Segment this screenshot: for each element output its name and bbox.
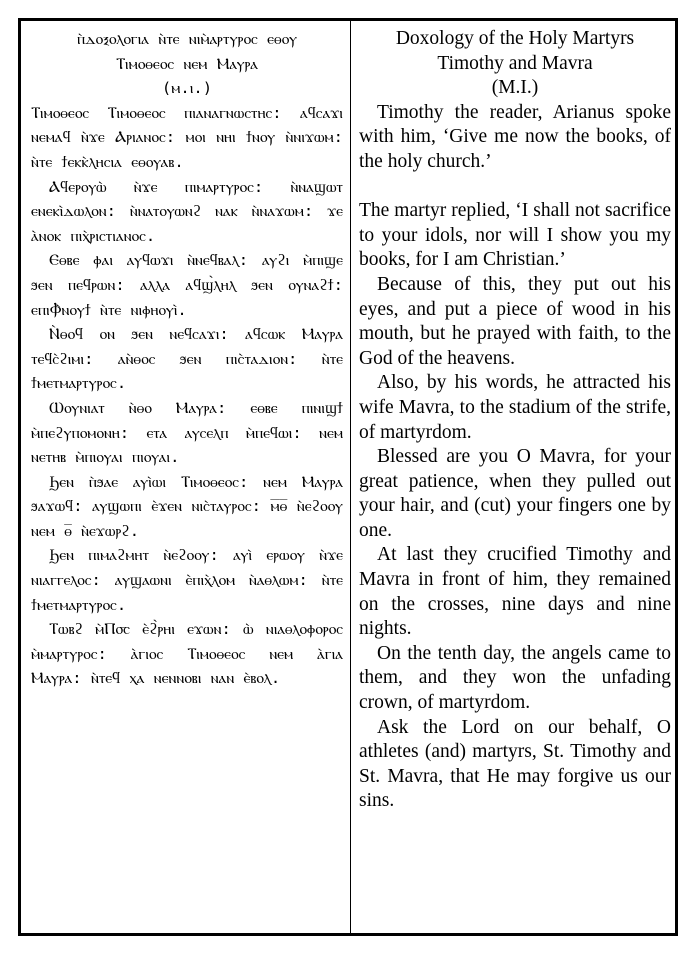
coptic-verse-line: Ϧⲉⲛ ⲡ̀ϧⲁⲉ ⲁⲩⲓ̀ⲱⲓ Ⲧⲓⲙⲟⲑⲉⲟⲥ: — [49, 472, 249, 491]
english-stanza: Timothy the reader, Arianus spoke with him, ‘Give me now the books, of the holy church.’ — [359, 101, 671, 172]
coptic-stanza — [31, 617, 343, 691]
coptic-verse-line: Ⲧⲱⲃϩ ⲙ̀Ⲡ⳪ ⲉ̀ϩ̀ⲣⲏⲓ ⲉϫⲱⲛ: — [49, 620, 231, 639]
coptic-verse-line: ⲉⲧⲁ ⲁⲩⲥⲉⲗⲡ ⲙ̀ⲡⲉϥⲱⲓ: — [146, 423, 302, 442]
coptic-verse-line: ⲛ̀ⲧⲉ ϯⲙⲉⲧⲙⲁⲣⲧⲩⲣⲟⲥ. — [31, 349, 343, 393]
coptic-verse-line: Ⲁϥⲉⲣⲟⲩⲱ̀ ⲛ̀ϫⲉ ⲡⲓⲙⲁⲣⲧⲩⲣⲟⲥ: — [49, 177, 264, 196]
coptic-verse-line: ⲉⲑⲃⲉ ⲡⲓⲛⲓϣϯ ⲙ̀ⲡⲉϩⲩⲡⲟⲙⲟⲛⲏ: — [31, 398, 343, 442]
coptic-verse-line: ⲛ̀ⲧⲉ ϯⲉⲕⲕ̀ⲗⲏⲥⲓⲁ ⲉⲑⲟⲩⲁⲃ. — [31, 152, 184, 171]
coptic-verse-line: Ⲉⲑⲃⲉ ⲫⲁⲓ ⲁⲩϥⲱϫⲓ ⲛ̀ⲛⲉϥⲃⲁⲗ: — [49, 251, 249, 270]
english-title-line: Timothy and Mavra — [437, 52, 593, 74]
english-column — [359, 27, 671, 814]
english-stanza: Also, by his words, he attracted his wife Mavra, to the stadium of the strife, of martyrdom. — [359, 372, 671, 443]
coptic-verse-line: Ⲛ̀ⲑⲟϥ ⲟⲛ ϧⲉⲛ ⲛⲉϥⲥⲁϫⲓ: — [49, 325, 229, 344]
coptic-verse-line: ⲛ̀ⲛⲁϣⲱⲧ ⲉⲛⲉⲕⲓ̀ⲇⲱⲗⲟⲛ: — [31, 177, 343, 221]
coptic-stanza — [31, 470, 343, 544]
column-divider — [350, 21, 351, 933]
english-stanza: Because of this, they put out his eyes, and put a piece of wood in his mouth, but he prayed with faith, to the God of the heavens. — [359, 273, 671, 369]
coptic-verse-line: ⲛ̀ⲧⲉ ϯⲙⲉⲧⲙⲁⲣⲧⲩⲣⲟⲥ. — [31, 571, 343, 614]
coptic-verse-line: Ϧⲉⲛ ⲡⲓⲙⲁϩⲙⲏⲧ ⲛ̀ⲉϩⲟⲟⲩ: — [49, 546, 219, 565]
english-stanza: On the tenth day, the angels came to them, and they won the unfading crown, of martyrdom. — [359, 642, 671, 714]
stanza-gap — [359, 175, 671, 200]
english-stanza: At last they crucified Timothy and Mavra in front of him, they remained on the crosses, nine days and nine nights. — [359, 544, 671, 640]
coptic-verse-line: Ⲧⲓⲙⲟⲑⲉⲟⲥ ⲛⲉⲙ ⲁ̀ⲅⲓⲁ Ⲙⲁⲩⲣⲁ: — [31, 644, 343, 688]
coptic-verse-line: ⲁⲗⲗⲁ ⲁϥϣ̀ⲗⲏⲗ ϧⲉⲛ ⲟⲩⲛⲁϩϯ: — [140, 275, 343, 294]
coptic-stanza — [31, 101, 343, 175]
coptic-verse-line: ⲉⲡⲓⲪ̀ⲛⲟⲩϯ ⲛ̀ⲧⲉ ⲛⲓⲫⲏⲟⲩⲓ̀. — [31, 300, 187, 319]
coptic-title-line: Ⲧⲓⲙⲟⲑⲉⲟⲥ ⲛⲉⲙ Ⲙⲁⲩⲣⲁ — [116, 54, 258, 73]
english-stanza: Ask the Lord on our behalf, O athletes (and) martyrs, St. Timothy and St. Mavra, that He may forgive us our sins. — [359, 716, 671, 812]
coptic-verse-line: ⲛⲉⲙ ⲛⲉⲧⲏⲃ ⲙ̀ⲡⲓⲟⲩⲁⲓ ⲡⲓⲟⲩⲁⲓ. — [31, 423, 343, 467]
english-title-line: (M.I.) — [491, 77, 539, 99]
coptic-verse-line: ⲛⲉⲙ Ⲙⲁⲩⲣⲁ ϧⲁϫⲱϥ: — [31, 472, 343, 516]
coptic-verse-line: ⲁⲛ̀ⲑⲟⲥ ϧⲉⲛ ⲡⲓⲥ̀ⲧⲁⲇⲓⲟⲛ: — [117, 349, 298, 368]
coptic-verse-line: ϫⲉ ⲁ̀ⲛⲟⲕ ⲡⲓⲭ̀ⲣⲓⲥⲧⲓⲁⲛⲟⲥ. — [31, 202, 343, 245]
coptic-verse-line: ⲁⲩϣⲱⲡⲓ ⲉ̀ϫⲉⲛ ⲛⲓⲥ̀ⲧⲁⲩⲣⲟⲥ: — [92, 497, 261, 516]
coptic-verse-line: ⲁϥⲥⲱⲕ Ⲙⲁⲩⲣⲁ ⲧⲉϥⲥ̀ϩⲓⲙⲓ: — [31, 325, 343, 368]
english-stanza: Blessed are you O Mavra, for your great patience, when they pulled out your hair, and (cut) your fingers one by one. — [359, 446, 671, 541]
page-frame — [18, 18, 678, 936]
coptic-stanza — [31, 175, 343, 249]
coptic-verse-line: ⲁⲩϣⲁⲱⲛⲓ ⲉ̀ⲡⲓⲭ̀ⲗⲟⲙ ⲛ̀ⲁⲑⲗⲱⲙ: — [114, 571, 308, 590]
coptic-stanza — [31, 248, 343, 322]
coptic-verse-line: ⲱ̀ ⲛⲓⲁⲑⲗⲟⲫⲟⲣⲟⲥ ⲙ̀ⲙⲁⲣⲧⲩⲣⲟⲥ: ⲁ̀ⲅⲓⲟⲥ — [31, 620, 344, 663]
english-stanza: The martyr replied, ‘I shall not sacrifice to your idols, nor will I show you my books, for I am Christian.’ — [359, 200, 671, 271]
coptic-verse-line: ⲁⲩⲓ̀ ⲉⲣⲱⲟⲩ ⲛ̀ϫⲉ ⲛⲓⲁⲅⲅⲉⲗⲟⲥ: — [31, 546, 343, 590]
coptic-title-line: (ⲙ.ⲓ.) — [161, 79, 213, 98]
coptic-stanza — [31, 322, 343, 396]
coptic-verse-line: ⲙⲟⲓ ⲛⲏⲓ ϯⲛⲟⲩ ⲛ̀ⲛⲓϫⲱⲙ: — [185, 128, 343, 147]
coptic-verse-line: Ⲱⲟⲩⲛⲓⲁⲧ ⲛ̀ⲑⲟ Ⲙⲁⲩⲣⲁ: — [49, 398, 227, 417]
coptic-verse-line: ⲙ̅ⲑ̅ ⲛ̀ⲉϩⲟⲟⲩ ⲛⲉⲙ ⲑ̅ ⲛ̀ⲉϫⲱⲣϩ. — [31, 497, 343, 540]
coptic-column — [31, 27, 343, 691]
coptic-verse-line: ⲁⲩϩⲓ ⲙ̀ⲡⲓϣⲉ ϧⲉⲛ ⲡⲉϥⲣⲱⲛ: — [31, 251, 343, 294]
coptic-verse-line: ⲁϥⲥⲁϫⲓ ⲛⲉⲙⲁϥ ⲛ̀ϫⲉ Ⲁⲣⲓⲁⲛⲟⲥ: — [31, 103, 343, 147]
coptic-stanza — [31, 543, 343, 617]
coptic-verse-line: ⲛ̀ⲛⲁⲧⲟⲩⲱⲛϩ ⲛⲁⲕ ⲛ̀ⲛⲁϫⲱⲙ: — [129, 202, 314, 221]
coptic-title-line: ⲡ̀ⲇⲟⲝⲟⲗⲟⲅⲓⲁ ⲛ̀ⲧⲉ ⲛⲓⲙ̀ⲁⲣⲧⲩⲣⲟⲥ ⲉⲑⲟⲩ — [76, 30, 298, 48]
english-title-line: Doxology of the Holy Martyrs — [395, 28, 635, 49]
coptic-stanza — [31, 396, 343, 470]
coptic-verse-line: Ⲧⲓⲙⲟⲑⲉⲟⲥ Ⲧⲓⲙⲟⲑⲉⲟⲥ ⲡⲓⲁⲛⲁⲅⲛⲱⲥⲧⲏⲥ: — [31, 103, 282, 122]
coptic-verse-line: ⲛ̀ⲧⲉϥ ⲭⲁ ⲛⲉⲛⲛⲟⲃⲓ ⲛⲁⲛ ⲉ̀ⲃⲟⲗ. — [90, 669, 281, 688]
